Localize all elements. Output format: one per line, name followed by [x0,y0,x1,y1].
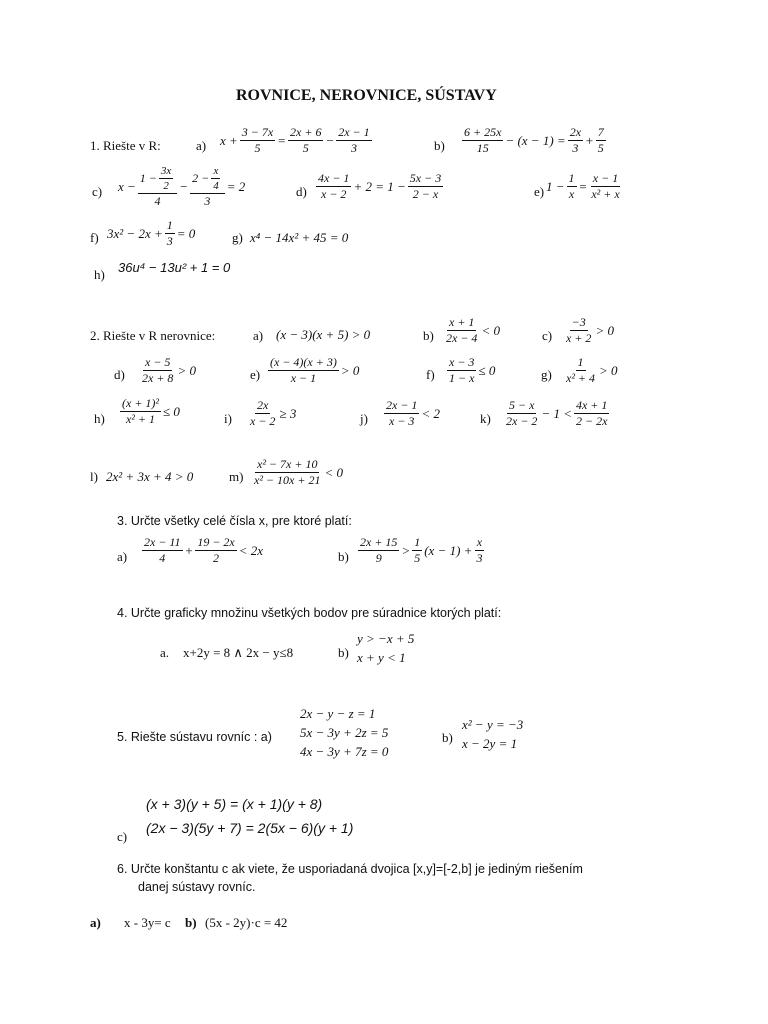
task2-h-inequality: $\frac{\text{(x + 1)²}}{\text{x² + 1}}$ ≤ 0 [122,396,180,427]
task1-g-equation: x⁴ − 14x² + 45 = 0 [250,230,349,245]
task2-m-inequality: $\frac{\text{x² − 7x + 10}}{\text{x² − 10x + 21}}$ < 0 [254,457,343,488]
task2-label: 2. Riešte v R nerovnice: [90,328,216,343]
task2-e-label: e) [250,367,261,382]
task1-d-label: d) [296,184,307,199]
task6-a-equation: x - 3y= c [124,915,171,930]
task2-f-inequality: $\frac{x - 3}{1 - x}$ ≤ 0 [449,355,496,386]
task4-a-system: x+2y = 8 ∧ 2x − y≤8 [183,645,294,660]
task3-b-label: b) [338,549,349,564]
task1-h-label: h) [94,267,105,282]
task2-f-label: f) [426,367,435,382]
task2-e-inequality: $\frac{(x - 4)(x + 3)}{x - 1}$ > 0 [270,355,360,386]
task1-c-label: c) [92,184,103,199]
task4-b-label: b) [338,645,349,660]
task4-label: 4. Určte graficky množinu všetkých bodov pre súradnice ktorých platí: [117,606,502,620]
task2-a-label: a) [253,328,264,343]
task5-a-system: 2x − y − z = 1 5x − 3y + 2z = 5 4x − 3y + 7z = 0 [300,706,389,759]
task2-k-inequality: $\frac{5 - x}{2x - 2}$ − 1 < $\frac{4x + 1}{2 - 2x}$ [506,398,608,429]
task2-c-label: c) [542,328,553,343]
task6-b-label: b) [185,915,197,930]
task1-c-equation: x − 1 − $\frac{3x}{2}$ 4 − 2 − $\frac{x}{4}$ 3 = 2 [118,165,246,209]
task1-h-equation: 36u⁴ − 13u² + 1 = 0 [118,260,231,275]
task5-c-system: (x + 3)(y + 5) = (x + 1)(y + 8) (2x − 3)(5y + 7) = 2(5x − 6)(y + 1) [146,796,354,836]
task3-a-inequality: $\frac{2x - 11}{4}$ + $\frac{19 - 2x}{2}$ < 2x [144,535,264,566]
task1-g-label: g) [232,230,243,245]
task1-e-label: e) [534,184,545,199]
task2-l-label: l) [90,469,98,484]
task2-i-inequality: $\frac{2x}{x - 2}$ ≥ 3 [250,398,297,429]
task1-label: 1. Riešte v R: [90,138,161,153]
task3-b-inequality: $\frac{2x + 15}{9}$ > $\frac{1}{5}$ (x − 1) + $\frac{x}{3}$ [360,535,483,566]
task2-g-inequality: $\frac{1}{\text{x² + 4}}$ > 0 [566,355,618,386]
task5-label: 5. Riešte sústavu rovníc : a) [117,730,272,744]
task2-h-label: h) [94,411,105,426]
task2-l-inequality: 2x² + 3x + 4 > 0 [106,469,194,484]
task1-a-label: a) [196,138,207,153]
task2-g-label: g) [541,367,552,382]
task1-f-equation: 3x² − 2x + $\frac{1}{3}$ = 0 [107,218,196,249]
task2-c-inequality: $\frac{-3}{x + 2}$ > 0 [566,315,614,346]
task2-b-inequality: $\frac{x + 1}{2x - 4}$ < 0 [446,315,500,346]
task4-a-label: a. [160,645,170,660]
task6-label: 6. Určte konštantu c ak viete, že usporiadaná dvojica [x,y]=[-2,b] je jediným riešením [117,862,583,876]
task5-b-system: x² − y = −3 x − 2y = 1 [462,717,524,751]
task1-b-label: b) [434,138,445,153]
task2-i-label: i) [224,411,232,426]
task1-a-equation: x + $\frac{3 - 7x}{5}$ = $\frac{2x + 6}{5}$ − $\frac{2x - 1}{3}$ [220,125,370,156]
task2-m-label: m) [229,469,244,484]
task3-a-label: a) [117,549,128,564]
task6-b-equation: (5x - 2y)·c = 42 [205,915,288,930]
task5-b-label: b) [442,730,453,745]
task2-d-label: d) [114,367,125,382]
task5-c-label: c) [117,829,128,844]
task6-a-label: a) [90,915,101,930]
task2-j-label: j) [360,411,368,426]
task1-b-equation: $\frac{6 + 25x}{15}$ − (x − 1) = $\frac{2x}{3}$ + $\frac{7}{5}$ [464,125,604,156]
page-title: ROVNICE, NEROVNICE, SÚSTAVY [236,87,497,104]
task4-b-system: y > −x + 5 x + y < 1 [357,631,415,665]
task1-d-equation: $\frac{4x - 1}{x - 2}$ + 2 = 1 − $\frac{5x - 3}{2 - x}$ [318,171,442,202]
task2-j-inequality: $\frac{2x - 1}{x - 3}$ < 2 [386,398,440,429]
task1-f-label: f) [90,230,99,245]
task1-e-equation: 1 − $\frac{1}{x}$ = $\frac{x - 1}{\text{x² + x}}$ [546,171,620,202]
task3-label: 3. Určte všetky celé čísla x, pre ktoré platí: [117,514,352,528]
task2-k-label: k) [480,411,491,426]
task2-b-label: b) [423,328,434,343]
task6-label-line2: danej sústavy rovníc. [138,880,256,894]
task2-d-inequality: $\frac{x - 5}{2x + 8}$ > 0 [142,355,196,386]
task2-a-inequality: (x − 3)(x + 5) > 0 [276,327,371,342]
